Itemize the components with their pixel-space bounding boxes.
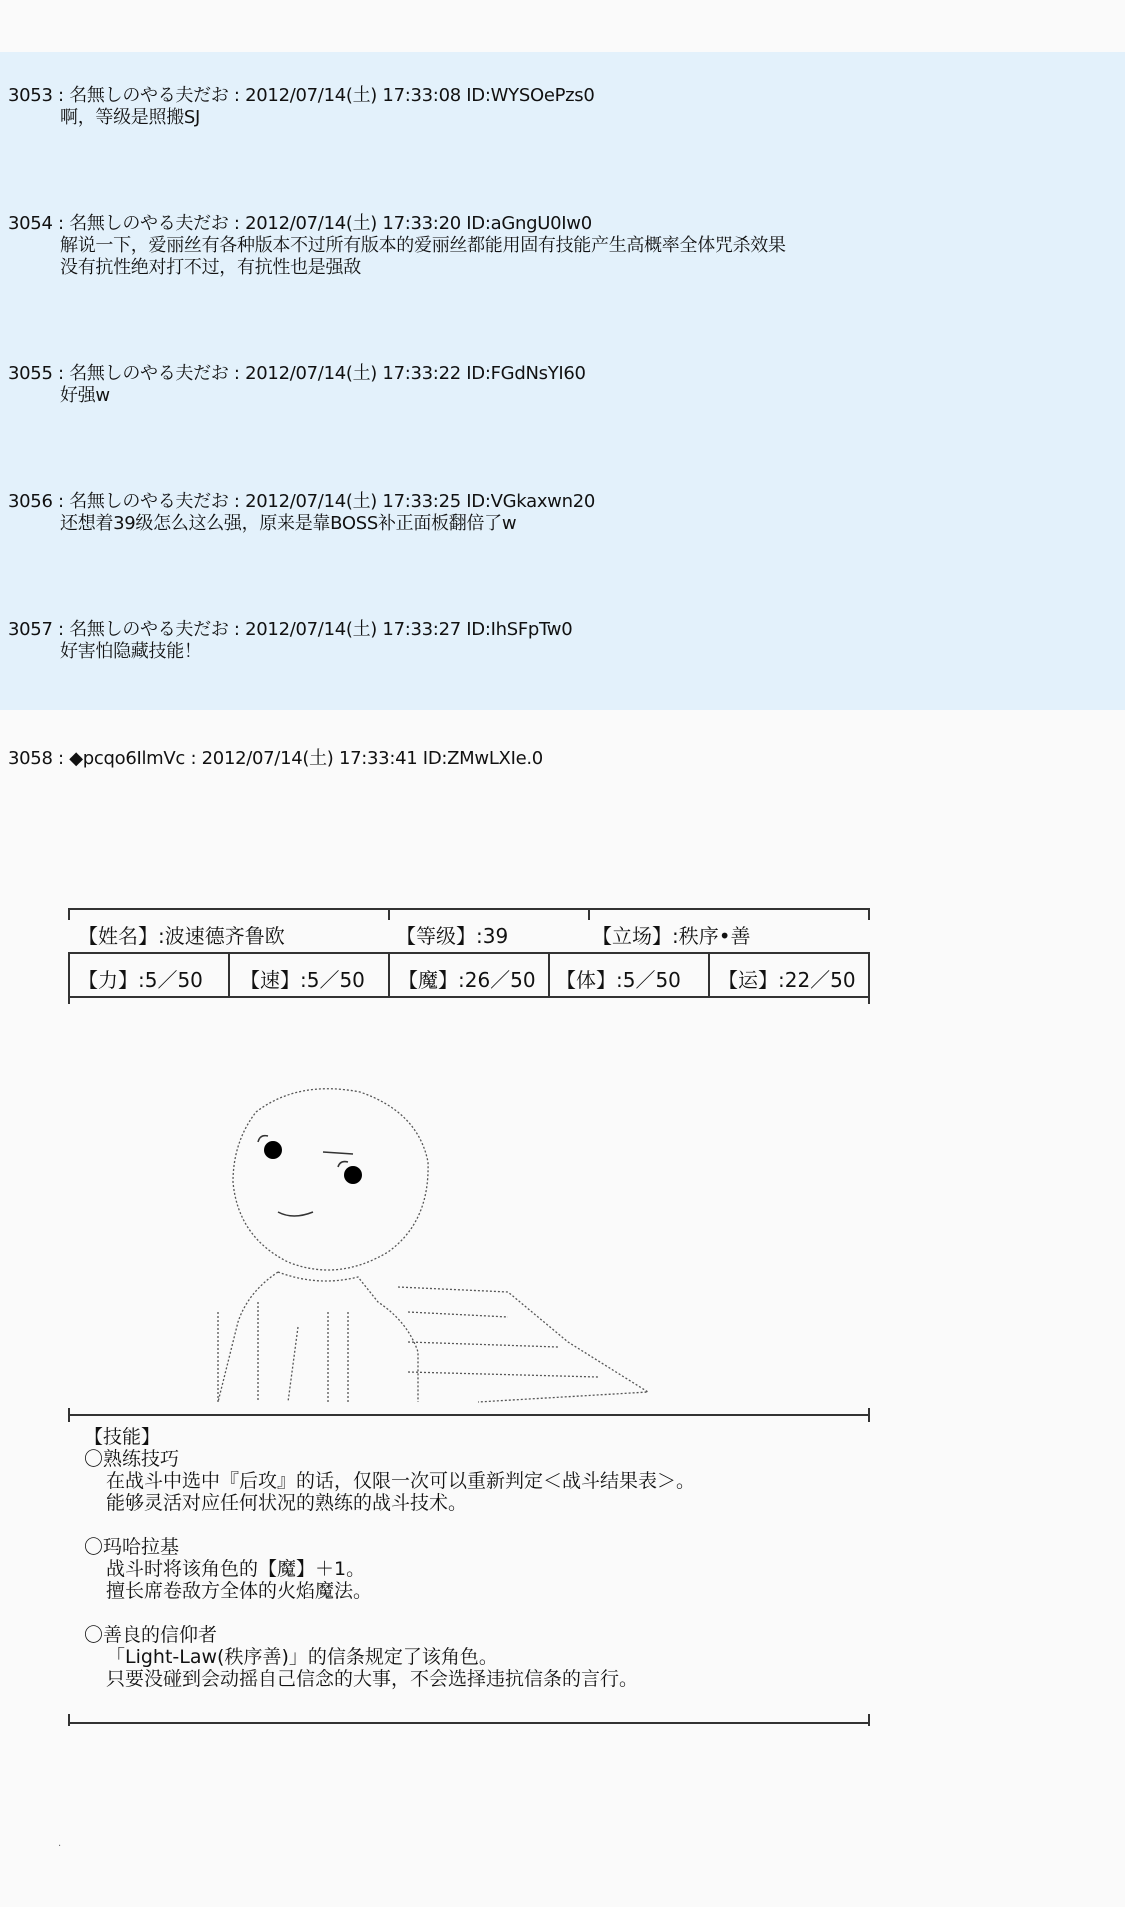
post-header: 3053 : 名無しのやる夫だお : 2012/07/14(土) 17:33:08 ID:WYSOePzs0 <box>8 85 595 106</box>
ascii-art-character-illustration <box>178 1072 698 1412</box>
table-tick <box>68 990 70 1004</box>
footer-mark: . <box>58 1838 62 1849</box>
table-tick <box>228 952 230 996</box>
skills-tick <box>868 1714 870 1726</box>
post-body-line: 好强w <box>60 385 110 406</box>
table-tick <box>708 952 710 996</box>
stat-name: 【姓名】:波速德齐鲁欧 <box>78 924 285 948</box>
post-header: 3054 : 名無しのやる夫だお : 2012/07/14(土) 17:33:20 ID:aGngU0Iw0 <box>8 213 592 234</box>
stat-speed: 【速】:5／50 <box>240 968 365 992</box>
table-rule-middle <box>68 952 870 954</box>
skills-tick <box>868 1408 870 1422</box>
stat-luck: 【运】:22／50 <box>718 968 856 992</box>
skill-desc-line: 擅长席卷敌方全体的火焰魔法。 <box>106 1580 373 1602</box>
stat-level: 【等级】:39 <box>396 924 509 948</box>
skill-desc-line: 在战斗中选中『后攻』的话，仅限一次可以重新判定＜战斗结果表＞。 <box>106 1470 696 1492</box>
table-rule-top <box>68 908 870 910</box>
stat-body: 【体】:5／50 <box>556 968 681 992</box>
skills-rule-bottom <box>68 1722 870 1724</box>
stat-alignment: 【立场】:秩序•善 <box>592 924 751 948</box>
skill-name: 〇熟练技巧 <box>84 1448 180 1470</box>
table-rule-bottom <box>68 996 870 998</box>
skill-desc-line: 能够灵活对应任何状况的熟练的战斗技术。 <box>106 1492 468 1514</box>
skill-desc-line: 战斗时将该角色的【魔】＋1。 <box>106 1558 366 1580</box>
skill-name: 〇善良的信仰者 <box>84 1624 218 1646</box>
table-tick <box>868 990 870 1004</box>
post-3055 <box>8 363 586 407</box>
post-body-line: 好害怕隐藏技能！ <box>60 641 202 662</box>
post-header: 3058 : ◆pcqo6IlmVc : 2012/07/14(土) 17:33:41 ID:ZMwLXIe.0 <box>8 748 543 769</box>
post-3058 <box>8 748 543 770</box>
skills-rule-top <box>68 1414 870 1416</box>
post-body-line: 没有抗性绝对打不过，有抗性也是强敌 <box>60 257 361 278</box>
skills-tick <box>68 1714 70 1726</box>
post-3056 <box>8 491 595 535</box>
post-body-line: 解说一下，爱丽丝有各种版本不过所有版本的爱丽丝都能用固有技能产生高概率全体咒杀效果 <box>60 235 786 256</box>
table-tick <box>548 952 550 996</box>
stat-power: 【力】:5／50 <box>78 968 203 992</box>
table-tick <box>388 952 390 996</box>
skill-desc-line: 只要没碰到会动摇自己信念的大事，不会选择违抗信条的言行。 <box>106 1668 639 1690</box>
post-header: 3056 : 名無しのやる夫だお : 2012/07/14(土) 17:33:25 ID:VGkaxwn20 <box>8 491 596 512</box>
table-tick <box>868 908 870 920</box>
skills-tick <box>68 1408 70 1422</box>
post-3057 <box>8 619 572 663</box>
post-header: 3055 : 名無しのやる夫だお : 2012/07/14(土) 17:33:22 ID:FGdNsYI60 <box>8 363 586 384</box>
post-3054 <box>8 213 786 279</box>
skill-desc-line: 「Light-Law(秩序善)」的信条规定了该角色。 <box>106 1646 498 1668</box>
skill-name: 〇玛哈拉基 <box>84 1536 180 1558</box>
table-tick <box>588 908 590 920</box>
table-tick <box>68 908 70 920</box>
post-body-line: 还想着39级怎么这么强，原来是靠BOSS补正面板翻倍了w <box>60 513 517 534</box>
skills-title: 【技能】 <box>84 1426 161 1448</box>
stat-magic: 【魔】:26／50 <box>398 968 536 992</box>
table-tick <box>388 908 390 920</box>
post-3053 <box>8 85 595 129</box>
post-header: 3057 : 名無しのやる夫だお : 2012/07/14(土) 17:33:27 ID:IhSFpTw0 <box>8 619 573 640</box>
post-body-line: 啊，等级是照搬SJ <box>60 107 201 128</box>
skills-section <box>84 1426 695 1690</box>
